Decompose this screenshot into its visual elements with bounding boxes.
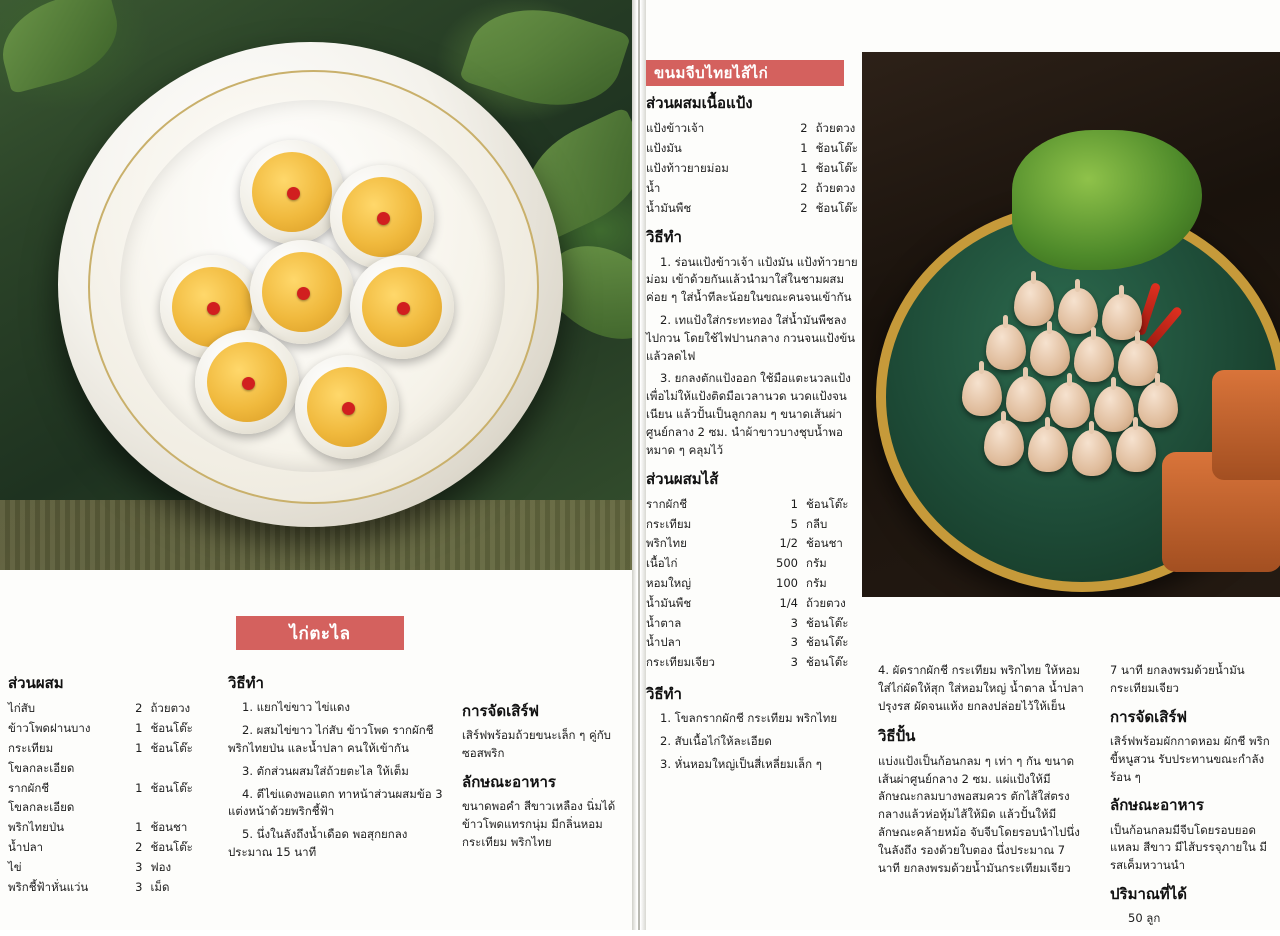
filling-ingredients-heading: ส่วนผสมไส้ [646,469,719,488]
dumpling [1072,430,1112,476]
ingredient-unit [150,798,192,818]
ingredient-unit: ช้อนโต๊ะ [150,839,193,854]
table-row [646,495,848,515]
ingredient-qty: 1 [135,740,143,755]
table-row [646,594,848,614]
ingredient-qty: 1 [135,721,143,736]
ingredient-name: รากผักชี [8,780,50,795]
table-row [646,515,848,535]
ingredient-qty: 1 [135,820,143,835]
dumpling [1006,376,1046,422]
ingredient-qty: 3 [135,859,143,874]
right-serving-heading: การจัดเสิร์ฟ [1110,707,1188,726]
ingredient-unit: ช้อนโต๊ะ [150,721,193,736]
table-row [8,818,193,838]
dough-method-list [646,254,858,460]
ingredient-name: แป้งท้าวยายม่อม [646,160,729,175]
ingredient-qty: 1 [790,496,798,511]
ingredient-name: กระเทียมเจียว [646,655,716,670]
chili-garnish [377,212,390,225]
list-item: 3. ตักส่วนผสมใส่ถ้วยตะไล ให้เต็ม [242,763,409,778]
dumpling [1050,382,1090,428]
book-spine-line [638,0,640,930]
ingredient-qty: 2 [800,180,808,195]
ingredient-name: เนื้อไก่ [646,556,678,571]
ingredient-unit: กรัม [806,576,827,590]
ingredient-name: ไข่ [8,859,22,874]
dumpling [1028,426,1068,472]
table-row [646,179,858,199]
table-row [646,139,858,159]
ingredient-qty: 1/2 [779,536,798,551]
filling-ingredients-table [646,495,848,673]
table-row [8,759,193,779]
ingredient-unit: ช้อนโต๊ะ [806,635,849,650]
yield-heading: ปริมาณที่ได้ [1110,885,1187,903]
right-serving-block [1110,660,1272,936]
list-item: 3. หั่นหอมใหญ่เป็นสี่เหลี่ยมเล็ก ๆ [660,756,822,771]
filling-method-heading: วิธีทำ [646,685,682,704]
ingredient-qty: 500 [776,556,798,571]
table-row [646,614,848,634]
right-shaping-block [878,660,1088,885]
table-row [8,779,193,799]
ingredient-name: พริกไทย [646,536,687,551]
ingredient-name: โขลกละเอียด [8,800,75,815]
table-row [8,878,193,898]
ingredient-unit: ช้อนชา [806,536,843,551]
left-ingredients-block [8,672,223,897]
dough-ingredients-heading: ส่วนผสมเนื้อแป้ง [646,94,753,112]
ingredient-qty: 2 [135,839,143,854]
left-method-block [228,672,443,867]
ingredient-qty [100,798,150,818]
dough-method-heading: วิธีทำ [646,228,682,247]
ingredient-name: แป้งมัน [646,141,682,156]
dumpling [1074,336,1114,382]
ingredient-name: โขลกละเอียด [8,760,75,775]
dumpling [1094,386,1134,432]
table-row [646,119,858,139]
right-serving-text: เสิร์ฟพร้อมผักกาดหอม ผักชี พริกขี้หนูสวน รับประทานขณะกำลังร้อน ๆ [1110,733,1270,784]
list-item: 1. ร่อนแป้งข้าวเจ้า แป้งมัน แป้งท้าวยายม่อม เข้าด้วยกันแล้วนำมาใส่ในชามผสม ค่อย ๆ ใส่น้ำทีละน้อยในขณะคนจนเข้ากัน [646,254,858,305]
ingredient-qty: 2 [135,701,143,716]
ingredient-unit: ถ้วยตวง [815,121,856,136]
right-character-text: เป็นก้อนกลมมีจีบโดยรอบยอดแหลม สีขาว มีไส้บรรจุภายใน มีรสเค็มหวานนำ [1110,822,1267,873]
ingredient-unit: กรัม [806,556,827,571]
ingredient-unit: ช้อนโต๊ะ [806,615,849,630]
table-row [646,633,848,653]
ingredient-qty: 1 [135,780,143,795]
table-row [8,719,193,739]
list-item: 4. ตีไข่แดงพอแตก ทาหน้าส่วนผสมข้อ 3 แต่งหน้าด้วยพริกชี้ฟ้า [228,786,443,819]
ingredient-name: น้ำตาล [646,615,682,630]
ingredient-qty: 3 [790,615,798,630]
leaf-decoration [459,0,631,126]
chili-garnish [207,302,220,315]
list-item: 2. เทแป้งใส่กระทะทอง ใส่น้ำมันพืชลงไปกวน โดยใช้ไฟปานกลาง กวนจนแป้งข้น แล้วลดไฟ [646,313,856,363]
list-item: 3. ยกลงตักแป้งออก ใช้มือแตะนวลแป้ง เพื่อไม่ให้แป้งติดมือเวลานวด นวดแป้งจนเนียน แล้วปั้นเป็นลูกกลม ๆ ขนาดเส้นผ่าศูนย์กลาง 2 ซม. นำผ้าขาวบางชุบน้ำพอหมาด ๆ คลุมไว้ [646,371,851,457]
chili-garnish [242,377,255,390]
table-row [646,534,848,554]
ingredient-name: กระเทียม [8,740,54,755]
left-serving-block [462,700,630,860]
ingredient-name: ข้าวโพดฝานบาง [8,721,91,736]
ingredient-qty: 1 [800,141,808,156]
ingredient-unit: ช้อนโต๊ะ [150,780,193,795]
left-method-list [228,699,443,862]
table-row [8,798,193,818]
table-row [8,858,193,878]
ingredient-name: น้ำ [646,180,661,195]
ingredient-qty: 5 [790,516,798,531]
ingredient-name: น้ำปลา [646,635,682,650]
dumpling [1138,382,1178,428]
table-row [646,574,848,594]
ingredient-unit [150,759,192,779]
clay-pot [1212,370,1280,480]
right-recipe-title: ขนมจีบไทยไส้ไก่ [646,60,844,86]
ingredient-name: น้ำปลา [8,839,44,854]
dumpling [1116,426,1156,472]
ingredient-name: น้ำมันพืช [646,200,692,215]
left-ingredients-table [8,699,193,897]
ingredient-name: น้ำมันพืช [646,595,692,610]
right-page-photo [862,52,1280,597]
table-row [646,159,858,179]
ingredient-unit: ถ้วยตวง [815,180,856,195]
ingredient-name: พริกไทยป่น [8,820,64,835]
filling-method-list [646,710,858,773]
ingredient-unit: ช้อนโต๊ะ [806,496,849,511]
ingredient-unit: ช้อนโต๊ะ [815,200,858,215]
ingredient-name: กระเทียม [646,516,692,531]
filling-method-step-4: 4. ผัดรากผักชี กระเทียม พริกไทย ให้หอม ใส่ไก่ผัดให้สุก ใส่หอมใหญ่ น้ำตาล น้ำปลาปรุงรส ผัดจนแห้ง ยกลงปล่อยไว้ให้เย็น [878,663,1084,713]
left-recipe-title: ไก่ตะไล [236,616,404,650]
ingredient-unit: กลีบ [806,516,828,531]
shaping-heading: วิธีปั้น [878,727,916,746]
table-row [8,838,193,858]
ingredient-qty: 2 [800,200,808,215]
left-ingredients-heading: ส่วนผสม [8,674,64,692]
yield-value: 50 ลูก [1128,911,1161,926]
dumpling [984,420,1024,466]
table-row [646,653,848,673]
ingredient-unit: ช้อนโต๊ะ [815,160,858,175]
table-row [646,199,858,219]
ingredient-name: ไก่สับ [8,701,36,716]
dumpling [962,370,1002,416]
left-serving-heading: การจัดเสิร์ฟ [462,702,540,720]
ingredient-unit: ช้อนชา [150,820,188,835]
ingredient-unit: เม็ด [150,879,170,894]
ingredient-unit: ฟอง [150,859,172,874]
list-item: 1. แยกไข่ขาว ไข่แดง [242,700,350,715]
table-row [8,739,193,759]
chili-garnish [342,402,355,415]
left-serving-text: เสิร์ฟพร้อมถ้วยขนะเล็ก ๆ คู่กับซอสพริก [462,728,611,761]
ingredient-name: หอมใหญ่ [646,576,692,590]
dumpling [986,324,1026,370]
chili-garnish [297,287,310,300]
ingredient-unit: ถ้วยตวง [150,701,191,716]
list-item: 2. ผสมไข่ขาว ไก่สับ ข้าวโพด รากผักชี พริกไทยป่น และน้ำปลา คนให้เข้ากัน [228,723,434,755]
shaping-text: แบ่งแป้งเป็นก้อนกลม ๆ เท่า ๆ กัน ขนาดเส้นผ่าศูนย์กลาง 2 ซม. แผ่แป้งให้มีลักษณะกลมบางพอสมควร ตักไส้ใส่ตรงกลางแล้วห่อหุ้มไส้ให้มิด แล้วปั้นให้มีลักษณะคล้ายหม้อ จับจีบโดยรอบนำไปนึ่งในลังถึง รองด้วยใบตอง นึ่งประมาณ 7 นาที ยกลงพรมด้วยน้ำมันกระเทียมเจียว [878,753,1080,875]
shaping-continued: 7 นาที ยกลงพรมด้วยน้ำมันกระเทียมเจียว [1110,663,1245,695]
right-dough-block [646,92,858,779]
dumpling [1014,280,1054,326]
ingredient-qty: 3 [790,635,798,650]
left-character-heading: ลักษณะอาหาร [462,772,556,791]
leaf-decoration [0,0,128,94]
ingredient-qty: 100 [776,576,798,590]
ingredient-qty: 3 [135,879,143,894]
ingredient-qty: 3 [790,655,798,670]
ingredient-qty: 1 [800,160,808,175]
dumpling [1030,330,1070,376]
list-item: 1. โขลกรากผักชี กระเทียม พริกไทย [660,711,838,726]
ingredient-unit: ช้อนโต๊ะ [150,740,193,755]
chili-garnish [287,187,300,200]
table-row [8,699,193,719]
left-page-photo [0,0,632,570]
ingredient-unit: ช้อนโต๊ะ [806,655,849,670]
ingredient-name: แป้งข้าวเจ้า [646,121,705,136]
list-item: 2. สับเนื้อไก่ให้ละเอียด [660,734,772,749]
ingredient-name: รากผักชี [646,496,688,511]
ingredient-qty: 1/4 [779,595,798,610]
chili-garnish [397,302,410,315]
dumpling [1118,340,1158,386]
right-character-heading: ลักษณะอาหาร [1110,796,1204,815]
ingredient-qty [100,759,150,779]
list-item: 5. นึ่งในลังถึงน้ำเดือด พอสุกยกลงประมาณ 15 นาที [228,827,408,859]
ingredient-unit: ถ้วยตวง [806,595,846,610]
ingredient-unit: ช้อนโต๊ะ [815,141,858,156]
left-character-text: ขนาดพอคำ สีขาวเหลือง นิ่มได้ ข้าวโพดแทรกนุ่ม มีกลิ่นหอมกระเทียม พริกไทย [462,799,616,849]
left-method-heading: วิธีทำ [228,674,264,692]
ingredient-name: พริกชี้ฟ้าหั่นแว่น [8,879,89,894]
ingredient-qty: 2 [800,121,808,136]
table-row [646,554,848,574]
dough-ingredients-table [646,119,858,218]
